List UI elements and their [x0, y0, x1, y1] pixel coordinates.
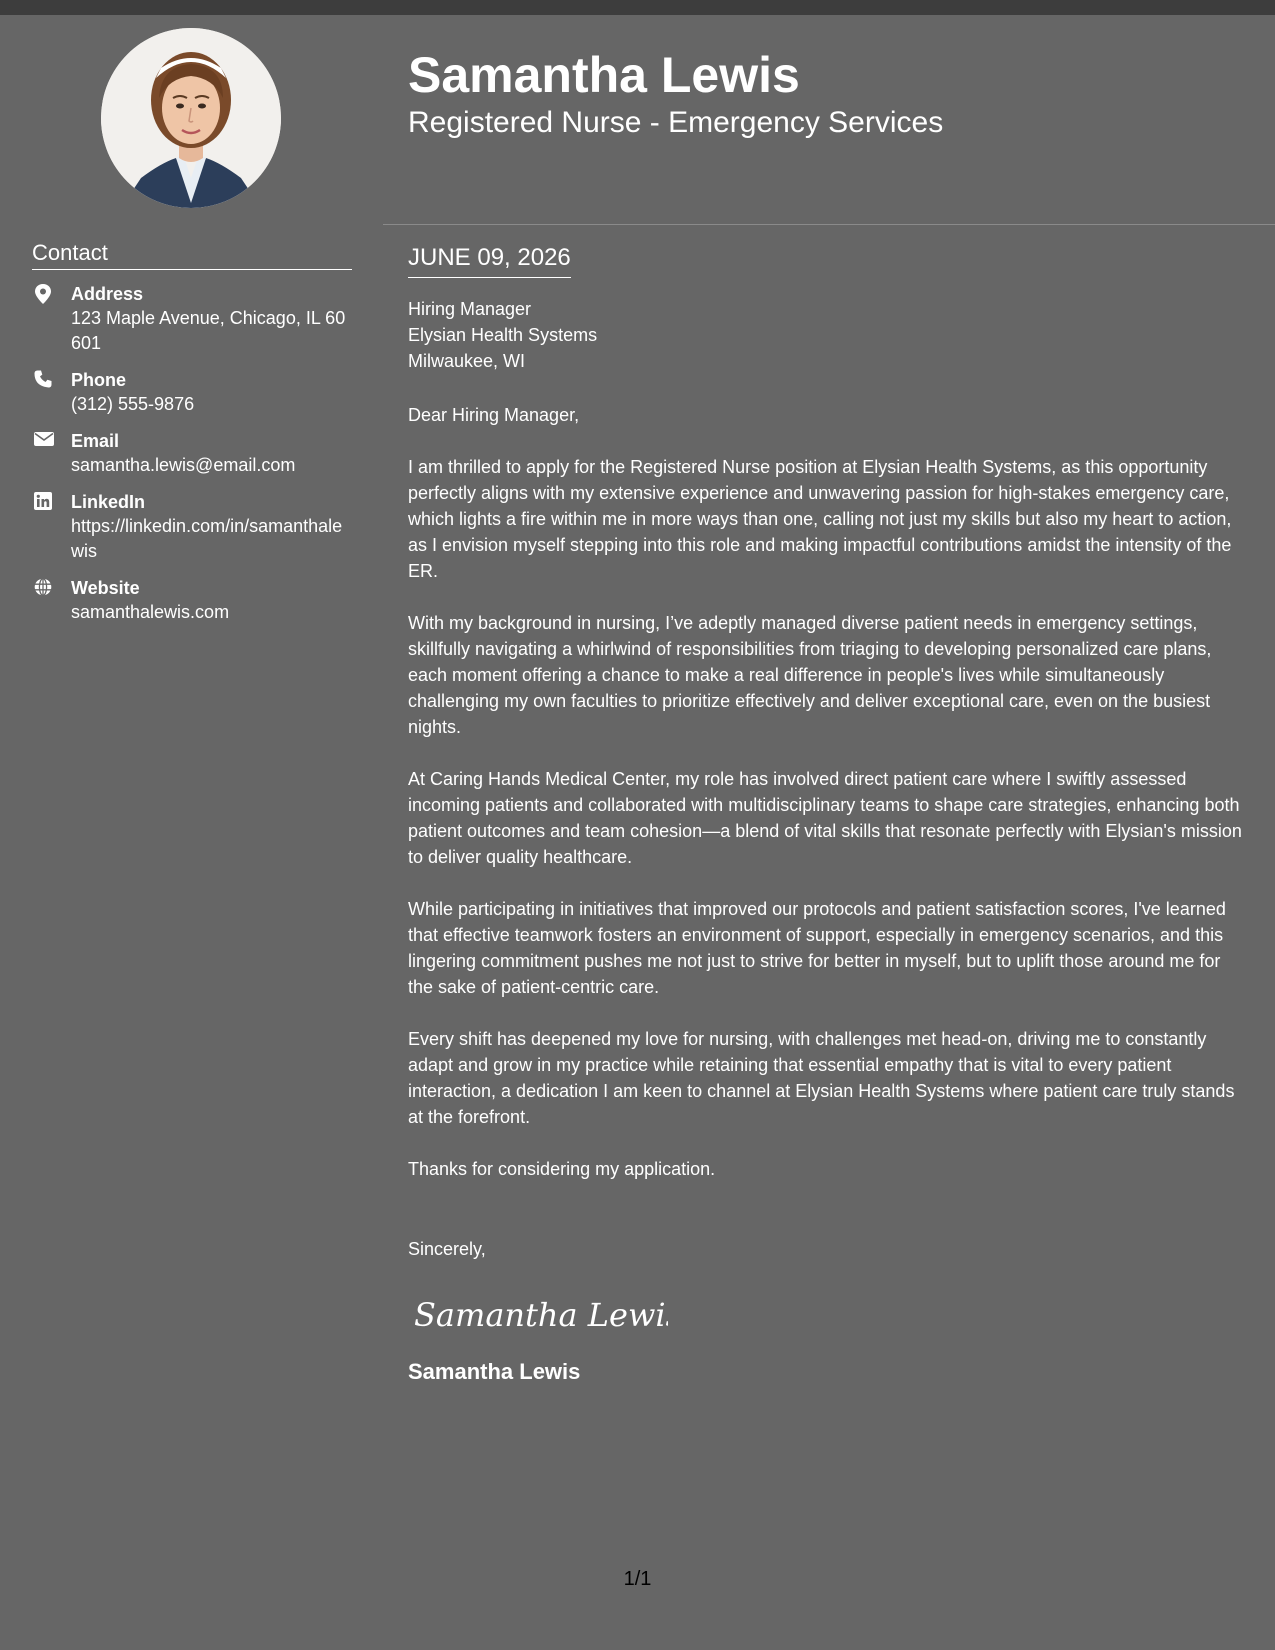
avatar-portrait-image: [101, 28, 281, 208]
header-divider: [383, 224, 1275, 225]
letter-paragraph: At Caring Hands Medical Center, my role has involved direct patient care where I swiftly assessed incoming patients and collaborated with multidisciplinary teams to shape care strategies, enhancing both patient outcomes and team cohesion—a blend of vital skills that resonate perfectly with Elysian's mission to deliver quality healthcare.: [408, 769, 1242, 867]
recipient-block: [408, 296, 1248, 374]
letter-paragraph: While participating in initiatives that improved our protocols and patient satisfaction scores, I've learned that effective teamwork fosters an environment of support, especially in emergency scenarios, and this lingering commitment pushes me not just to strive for better in myself, but to uplift those around me for the sake of patient-centric care.: [408, 899, 1226, 997]
phone-value: (312) 555-9876: [71, 394, 195, 414]
letter-paragraph: I am thrilled to apply for the Registered Nurse position at Elysian Health Systems, as this opportunity perfectly aligns with my extensive experience and unwavering passion for high-stakes emergency care, which lights a fire within me in more ways than one, calling not just my skills but also my heart to action, as I envision myself stepping into this role and making impactful contributions amidst the intensity of the ER.: [408, 457, 1232, 581]
map-pin-icon: [34, 284, 52, 302]
letter-date: JUNE 09, 2026: [408, 242, 571, 278]
signed-name: Samantha Lewis: [408, 1359, 581, 1384]
letter-body: [408, 242, 1248, 1386]
linkedin-link[interactable]: https://linkedin.com/in/samanthalewis: [71, 516, 343, 561]
contact-label: Address: [71, 284, 144, 304]
contact-item-address: [32, 282, 352, 356]
contact-item-linkedin: [32, 490, 352, 564]
thanks-line: Thanks for considering my application.: [408, 1159, 716, 1179]
recipient-line: Elysian Health Systems: [408, 325, 598, 345]
email-link[interactable]: samantha.lewis@email.com: [71, 455, 296, 475]
closing: Sincerely,: [408, 1239, 486, 1259]
salutation: Dear Hiring Manager,: [408, 405, 580, 425]
contact-item-email: [32, 429, 352, 478]
contact-section: [32, 240, 352, 637]
handwritten-signature: [408, 1284, 668, 1344]
letter-paragraph: With my background in nursing, I’ve adeptly managed diverse patient needs in emergency settings, skillfully navigating a whirlwind of responsibilities from triaging to developing personalized care plans, each moment offering a chance to make a real difference in people's lives while simultaneously challenging my own faculties to prioritize effectively and deliver exceptional care, even on the busiest nights.: [408, 613, 1212, 737]
candidate-name: Samantha Lewis: [408, 47, 800, 103]
signature-text: Samantha Lewis: [414, 1296, 668, 1334]
cover-letter-page: [0, 15, 1275, 1650]
contact-label: LinkedIn: [71, 492, 146, 512]
globe-icon: [34, 578, 52, 596]
contact-item-website: [32, 576, 352, 625]
page-number: 1/1: [623, 1568, 652, 1590]
candidate-role: Registered Nurse - Emergency Services: [408, 106, 944, 139]
letter-paragraph: Every shift has deepened my love for nursing, with challenges met head-on, driving me to constantly adapt and grow in my practice while retaining that essential empathy that is vital to every patient interaction, a dedication I am keen to channel at Elysian Health Systems where patient care truly stands at the forefront.: [408, 1029, 1235, 1127]
contact-label: Email: [71, 431, 120, 451]
contact-label: Website: [71, 578, 140, 598]
recipient-line: Hiring Manager: [408, 299, 532, 319]
contact-item-phone: [32, 368, 352, 417]
linkedin-icon: [34, 492, 52, 510]
top-bar: [0, 0, 1275, 15]
contact-heading: Contact: [32, 240, 352, 270]
envelope-icon: [34, 431, 52, 449]
phone-icon: [34, 370, 52, 388]
website-link[interactable]: samanthalewis.com: [71, 602, 230, 622]
address-value: 123 Maple Avenue, Chicago, IL 60601: [71, 308, 346, 353]
recipient-line: Milwaukee, WI: [408, 351, 526, 371]
avatar: [101, 28, 281, 208]
contact-label: Phone: [71, 370, 127, 390]
